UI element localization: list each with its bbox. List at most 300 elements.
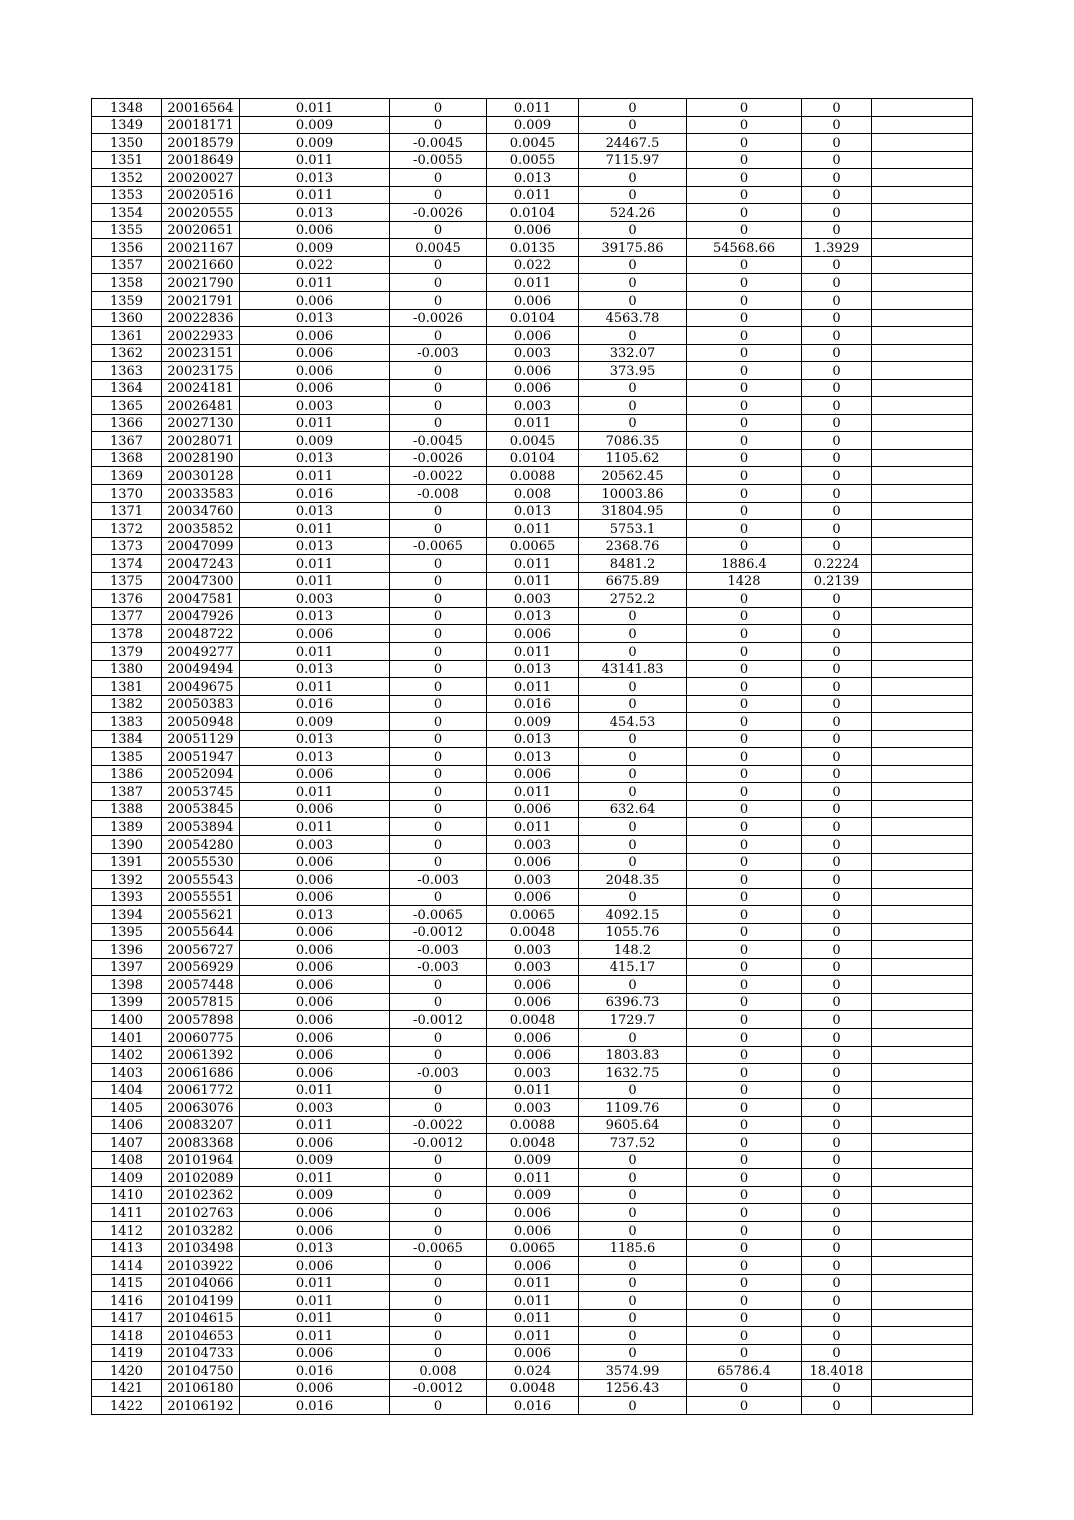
table-row (92, 1292, 973, 1310)
value-a-cell: 0.013 (240, 502, 390, 520)
adjustment-cell: -0.0012 (390, 1379, 487, 1397)
amount-cell: 1729.7 (579, 1011, 687, 1029)
adjustment-cell: 0 (390, 520, 487, 538)
ratio-cell: 0 (802, 116, 872, 134)
amount-cell: 1055.76 (579, 923, 687, 941)
value-a-cell: 0.011 (240, 1081, 390, 1099)
value-b-cell: 0.006 (487, 1257, 579, 1275)
value-a-cell: 0.013 (240, 537, 390, 555)
row-index-cell: 1359 (92, 292, 162, 310)
empty-cell (872, 1028, 973, 1046)
ratio-cell: 0 (802, 432, 872, 450)
amount-cell: 0 (579, 1186, 687, 1204)
adjustment-cell: 0 (390, 292, 487, 310)
value-b-cell: 0.0104 (487, 449, 579, 467)
row-index-cell: 1358 (92, 274, 162, 292)
value-b-cell: 0.022 (487, 256, 579, 274)
table-row (92, 397, 973, 415)
id-cell: 20018579 (162, 134, 240, 152)
amount-2-cell: 0 (687, 1397, 802, 1415)
row-index-cell: 1353 (92, 186, 162, 204)
ratio-cell: 0 (802, 1292, 872, 1310)
row-index-cell: 1364 (92, 379, 162, 397)
adjustment-cell: 0 (390, 1327, 487, 1345)
value-b-cell: 0.003 (487, 958, 579, 976)
row-index-cell: 1394 (92, 906, 162, 924)
value-a-cell: 0.006 (240, 362, 390, 380)
amount-cell: 415.17 (579, 958, 687, 976)
amount-2-cell: 0 (687, 397, 802, 415)
row-index-cell: 1407 (92, 1134, 162, 1152)
empty-cell (872, 134, 973, 152)
ratio-cell: 0 (802, 1222, 872, 1240)
amount-cell: 0 (579, 1274, 687, 1292)
ratio-cell: 0 (802, 660, 872, 678)
value-b-cell: 0.006 (487, 800, 579, 818)
id-cell: 20024181 (162, 379, 240, 397)
amount-2-cell: 0 (687, 537, 802, 555)
value-b-cell: 0.011 (487, 1274, 579, 1292)
amount-cell: 0 (579, 748, 687, 766)
value-a-cell: 0.013 (240, 309, 390, 327)
amount-2-cell: 0 (687, 835, 802, 853)
amount-2-cell: 54568.66 (687, 239, 802, 257)
row-index-cell: 1387 (92, 783, 162, 801)
adjustment-cell: 0 (390, 379, 487, 397)
table-row (92, 660, 973, 678)
amount-2-cell: 0 (687, 713, 802, 731)
amount-cell: 454.53 (579, 713, 687, 731)
ratio-cell: 0 (802, 309, 872, 327)
table-row (92, 1397, 973, 1415)
amount-cell: 0 (579, 327, 687, 345)
adjustment-cell: 0 (390, 1046, 487, 1064)
row-index-cell: 1416 (92, 1292, 162, 1310)
amount-2-cell: 0 (687, 1292, 802, 1310)
amount-cell: 0 (579, 1397, 687, 1415)
amount-cell: 1109.76 (579, 1099, 687, 1117)
amount-cell: 0 (579, 642, 687, 660)
amount-2-cell: 0 (687, 344, 802, 362)
table-row (92, 362, 973, 380)
row-index-cell: 1356 (92, 239, 162, 257)
empty-cell (872, 432, 973, 450)
amount-cell: 31804.95 (579, 502, 687, 520)
ratio-cell: 0 (802, 134, 872, 152)
id-cell: 20055551 (162, 888, 240, 906)
value-a-cell: 0.006 (240, 1222, 390, 1240)
value-b-cell: 0.006 (487, 976, 579, 994)
id-cell: 20060775 (162, 1028, 240, 1046)
table-row (92, 730, 973, 748)
adjustment-cell: 0 (390, 1274, 487, 1292)
value-a-cell: 0.011 (240, 99, 390, 117)
empty-cell (872, 502, 973, 520)
value-b-cell: 0.011 (487, 555, 579, 573)
adjustment-cell: 0 (390, 99, 487, 117)
value-b-cell: 0.0088 (487, 1116, 579, 1134)
adjustment-cell: 0 (390, 835, 487, 853)
ratio-cell: 0 (802, 467, 872, 485)
amount-cell: 0 (579, 1169, 687, 1187)
adjustment-cell: -0.003 (390, 871, 487, 889)
empty-cell (872, 625, 973, 643)
row-index-cell: 1399 (92, 993, 162, 1011)
ratio-cell: 0 (802, 292, 872, 310)
adjustment-cell: 0 (390, 730, 487, 748)
row-index-cell: 1379 (92, 642, 162, 660)
row-index-cell: 1378 (92, 625, 162, 643)
value-b-cell: 0.003 (487, 1099, 579, 1117)
amount-2-cell: 0 (687, 678, 802, 696)
adjustment-cell: 0 (390, 116, 487, 134)
amount-cell: 737.52 (579, 1134, 687, 1152)
value-b-cell: 0.006 (487, 853, 579, 871)
table-row (92, 169, 973, 187)
value-a-cell: 0.009 (240, 134, 390, 152)
ratio-cell: 0 (802, 1309, 872, 1327)
value-a-cell: 0.009 (240, 432, 390, 450)
table-row (92, 572, 973, 590)
row-index-cell: 1419 (92, 1344, 162, 1362)
id-cell: 20021790 (162, 274, 240, 292)
amount-cell: 0 (579, 1257, 687, 1275)
table-row (92, 713, 973, 731)
table-row (92, 555, 973, 573)
value-b-cell: 0.006 (487, 1204, 579, 1222)
amount-cell: 148.2 (579, 941, 687, 959)
ratio-cell: 0.2224 (802, 555, 872, 573)
table-row (92, 1239, 973, 1257)
value-b-cell: 0.003 (487, 397, 579, 415)
id-cell: 20061686 (162, 1064, 240, 1082)
amount-cell: 0 (579, 221, 687, 239)
ratio-cell: 0 (802, 941, 872, 959)
value-b-cell: 0.008 (487, 485, 579, 503)
value-a-cell: 0.006 (240, 1011, 390, 1029)
amount-cell: 2048.35 (579, 871, 687, 889)
empty-cell (872, 1327, 973, 1345)
row-index-cell: 1374 (92, 555, 162, 573)
adjustment-cell: 0 (390, 572, 487, 590)
table-row (92, 379, 973, 397)
amount-cell: 4092.15 (579, 906, 687, 924)
empty-cell (872, 1204, 973, 1222)
value-b-cell: 0.013 (487, 502, 579, 520)
ratio-cell: 0 (802, 414, 872, 432)
ratio-cell: 0 (802, 1169, 872, 1187)
amount-2-cell: 0 (687, 941, 802, 959)
id-cell: 20034760 (162, 502, 240, 520)
amount-cell: 1185.6 (579, 1239, 687, 1257)
value-a-cell: 0.016 (240, 695, 390, 713)
id-cell: 20104199 (162, 1292, 240, 1310)
table-row (92, 1186, 973, 1204)
adjustment-cell: 0 (390, 1397, 487, 1415)
value-b-cell: 0.006 (487, 625, 579, 643)
amount-2-cell: 0 (687, 1046, 802, 1064)
value-b-cell: 0.0135 (487, 239, 579, 257)
adjustment-cell: -0.003 (390, 958, 487, 976)
row-index-cell: 1357 (92, 256, 162, 274)
table-row (92, 590, 973, 608)
amount-2-cell: 0 (687, 1134, 802, 1152)
value-b-cell: 0.013 (487, 169, 579, 187)
value-b-cell: 0.016 (487, 695, 579, 713)
amount-2-cell: 0 (687, 204, 802, 222)
empty-cell (872, 467, 973, 485)
id-cell: 20030128 (162, 467, 240, 485)
row-index-cell: 1391 (92, 853, 162, 871)
row-index-cell: 1396 (92, 941, 162, 959)
table-row (92, 1046, 973, 1064)
amount-2-cell: 0 (687, 871, 802, 889)
ratio-cell: 0 (802, 1116, 872, 1134)
id-cell: 20101964 (162, 1151, 240, 1169)
id-cell: 20021791 (162, 292, 240, 310)
ratio-cell: 0 (802, 1028, 872, 1046)
value-a-cell: 0.013 (240, 169, 390, 187)
empty-cell (872, 642, 973, 660)
value-b-cell: 0.009 (487, 1151, 579, 1169)
ratio-cell: 0 (802, 1046, 872, 1064)
id-cell: 20023175 (162, 362, 240, 380)
table-row (92, 537, 973, 555)
amount-2-cell: 0 (687, 1274, 802, 1292)
empty-cell (872, 923, 973, 941)
table-row (92, 1274, 973, 1292)
table-row (92, 783, 973, 801)
value-a-cell: 0.006 (240, 1028, 390, 1046)
value-b-cell: 0.011 (487, 1292, 579, 1310)
id-cell: 20018649 (162, 151, 240, 169)
table-row (92, 274, 973, 292)
adjustment-cell: -0.0045 (390, 134, 487, 152)
value-a-cell: 0.003 (240, 590, 390, 608)
table-row (92, 1344, 973, 1362)
table-row (92, 1064, 973, 1082)
table-row (92, 888, 973, 906)
row-index-cell: 1382 (92, 695, 162, 713)
amount-cell: 20562.45 (579, 467, 687, 485)
amount-2-cell: 0 (687, 818, 802, 836)
value-b-cell: 0.0065 (487, 537, 579, 555)
ratio-cell: 0 (802, 362, 872, 380)
id-cell: 20056727 (162, 941, 240, 959)
id-cell: 20103922 (162, 1257, 240, 1275)
ratio-cell: 0 (802, 695, 872, 713)
value-b-cell: 0.009 (487, 713, 579, 731)
value-b-cell: 0.011 (487, 274, 579, 292)
table-row (92, 1204, 973, 1222)
adjustment-cell: -0.0026 (390, 309, 487, 327)
amount-cell: 0 (579, 1028, 687, 1046)
amount-2-cell: 1886.4 (687, 555, 802, 573)
amount-cell: 1632.75 (579, 1064, 687, 1082)
amount-cell: 0 (579, 835, 687, 853)
amount-2-cell: 0 (687, 1239, 802, 1257)
value-a-cell: 0.006 (240, 327, 390, 345)
value-a-cell: 0.006 (240, 625, 390, 643)
adjustment-cell: -0.0026 (390, 204, 487, 222)
id-cell: 20053745 (162, 783, 240, 801)
row-index-cell: 1351 (92, 151, 162, 169)
amount-cell: 1256.43 (579, 1379, 687, 1397)
value-a-cell: 0.011 (240, 274, 390, 292)
empty-cell (872, 1274, 973, 1292)
value-a-cell: 0.006 (240, 993, 390, 1011)
ratio-cell: 0 (802, 783, 872, 801)
adjustment-cell: 0 (390, 976, 487, 994)
value-b-cell: 0.011 (487, 783, 579, 801)
amount-cell: 0 (579, 1292, 687, 1310)
row-index-cell: 1371 (92, 502, 162, 520)
row-index-cell: 1395 (92, 923, 162, 941)
amount-cell: 0 (579, 695, 687, 713)
table-row (92, 1099, 973, 1117)
amount-cell: 6675.89 (579, 572, 687, 590)
table-row (92, 256, 973, 274)
amount-2-cell: 1428 (687, 572, 802, 590)
table-row (92, 958, 973, 976)
empty-cell (872, 327, 973, 345)
ratio-cell: 0 (802, 906, 872, 924)
table-row (92, 1327, 973, 1345)
value-a-cell: 0.006 (240, 888, 390, 906)
adjustment-cell: -0.0065 (390, 537, 487, 555)
value-a-cell: 0.006 (240, 765, 390, 783)
adjustment-cell: 0 (390, 800, 487, 818)
adjustment-cell: 0 (390, 327, 487, 345)
id-cell: 20028071 (162, 432, 240, 450)
empty-cell (872, 485, 973, 503)
row-index-cell: 1408 (92, 1151, 162, 1169)
amount-2-cell: 0 (687, 485, 802, 503)
ratio-cell: 0 (802, 1064, 872, 1082)
adjustment-cell: -0.0022 (390, 467, 487, 485)
row-index-cell: 1376 (92, 590, 162, 608)
table-row (92, 835, 973, 853)
row-index-cell: 1354 (92, 204, 162, 222)
value-a-cell: 0.009 (240, 1186, 390, 1204)
amount-cell: 24467.5 (579, 134, 687, 152)
amount-cell: 0 (579, 274, 687, 292)
row-index-cell: 1402 (92, 1046, 162, 1064)
row-index-cell: 1392 (92, 871, 162, 889)
id-cell: 20027130 (162, 414, 240, 432)
amount-cell: 0 (579, 1151, 687, 1169)
adjustment-cell: 0 (390, 748, 487, 766)
table-row (92, 309, 973, 327)
amount-2-cell: 0 (687, 1099, 802, 1117)
ratio-cell: 0 (802, 379, 872, 397)
row-index-cell: 1349 (92, 116, 162, 134)
ratio-cell: 0 (802, 1274, 872, 1292)
row-index-cell: 1385 (92, 748, 162, 766)
amount-2-cell: 0 (687, 327, 802, 345)
ratio-cell: 0 (802, 958, 872, 976)
value-b-cell: 0.0065 (487, 906, 579, 924)
ratio-cell: 0 (802, 1239, 872, 1257)
data-table (91, 98, 973, 1415)
adjustment-cell: -0.008 (390, 485, 487, 503)
amount-2-cell: 0 (687, 432, 802, 450)
amount-2-cell: 0 (687, 1028, 802, 1046)
table-row (92, 204, 973, 222)
amount-cell: 3574.99 (579, 1362, 687, 1380)
value-b-cell: 0.0055 (487, 151, 579, 169)
value-a-cell: 0.022 (240, 256, 390, 274)
value-b-cell: 0.003 (487, 835, 579, 853)
id-cell: 20055621 (162, 906, 240, 924)
id-cell: 20063076 (162, 1099, 240, 1117)
value-a-cell: 0.006 (240, 1204, 390, 1222)
table-row (92, 1151, 973, 1169)
table-row (92, 976, 973, 994)
adjustment-cell: 0 (390, 607, 487, 625)
empty-cell (872, 853, 973, 871)
amount-2-cell: 0 (687, 625, 802, 643)
table-row (92, 502, 973, 520)
table-row (92, 449, 973, 467)
adjustment-cell: -0.003 (390, 1064, 487, 1082)
ratio-cell: 0 (802, 1344, 872, 1362)
empty-cell (872, 1064, 973, 1082)
adjustment-cell: 0 (390, 1169, 487, 1187)
amount-2-cell: 0 (687, 520, 802, 538)
id-cell: 20104615 (162, 1309, 240, 1327)
table-row (92, 1379, 973, 1397)
row-index-cell: 1355 (92, 221, 162, 239)
amount-2-cell: 0 (687, 449, 802, 467)
ratio-cell: 1.3929 (802, 239, 872, 257)
value-a-cell: 0.013 (240, 730, 390, 748)
amount-2-cell: 0 (687, 906, 802, 924)
value-a-cell: 0.003 (240, 1099, 390, 1117)
amount-2-cell: 0 (687, 362, 802, 380)
id-cell: 20054280 (162, 835, 240, 853)
adjustment-cell: -0.0012 (390, 1011, 487, 1029)
id-cell: 20022836 (162, 309, 240, 327)
value-a-cell: 0.016 (240, 485, 390, 503)
ratio-cell: 0 (802, 99, 872, 117)
adjustment-cell: 0 (390, 1309, 487, 1327)
empty-cell (872, 1011, 973, 1029)
id-cell: 20049494 (162, 660, 240, 678)
ratio-cell: 0 (802, 344, 872, 362)
id-cell: 20021167 (162, 239, 240, 257)
table-body (92, 99, 973, 1415)
id-cell: 20056929 (162, 958, 240, 976)
empty-cell (872, 590, 973, 608)
value-a-cell: 0.011 (240, 414, 390, 432)
ratio-cell: 0 (802, 169, 872, 187)
empty-cell (872, 1309, 973, 1327)
amount-2-cell: 0 (687, 151, 802, 169)
amount-2-cell: 0 (687, 607, 802, 625)
id-cell: 20103282 (162, 1222, 240, 1240)
amount-2-cell: 0 (687, 1257, 802, 1275)
amount-cell: 332.07 (579, 344, 687, 362)
row-index-cell: 1390 (92, 835, 162, 853)
empty-cell (872, 362, 973, 380)
row-index-cell: 1412 (92, 1222, 162, 1240)
id-cell: 20083368 (162, 1134, 240, 1152)
empty-cell (872, 1099, 973, 1117)
value-a-cell: 0.006 (240, 800, 390, 818)
value-b-cell: 0.0104 (487, 309, 579, 327)
empty-cell (872, 713, 973, 731)
